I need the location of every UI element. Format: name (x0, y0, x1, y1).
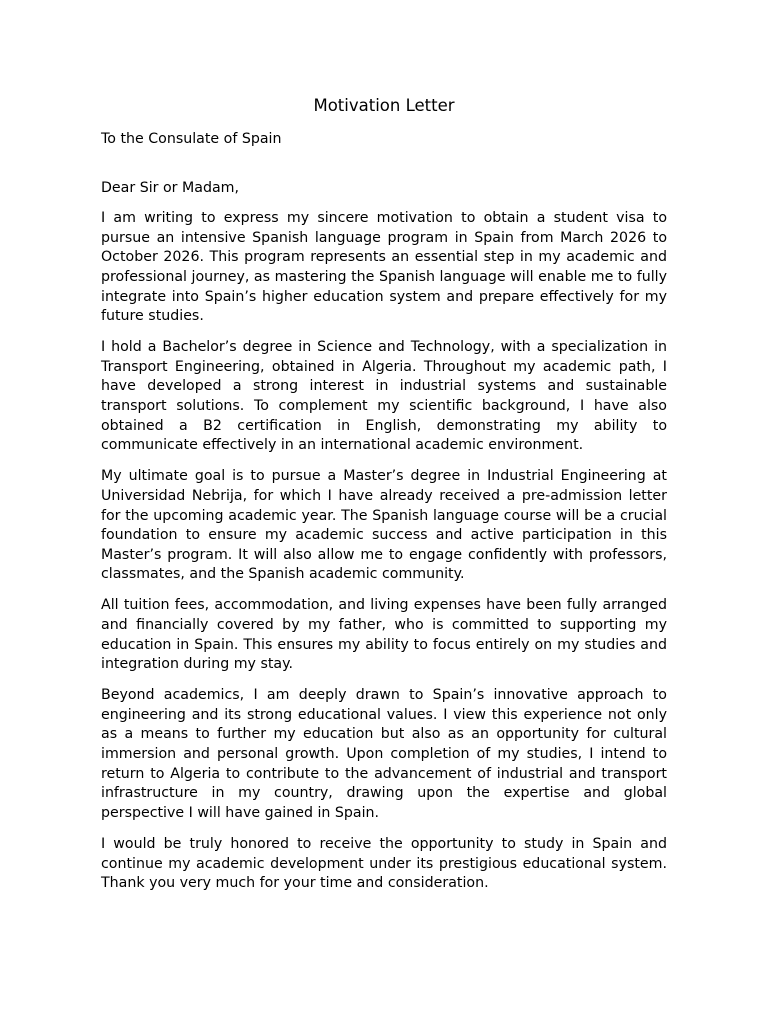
paragraph-6: I would be truly honored to receive the opportunity to study in Spain and continue my academic development under its prestigious educational system. Thank you very much for your time and consideration. (101, 835, 667, 892)
salutation: Dear Sir or Madam, (101, 179, 239, 196)
paragraph-2: I hold a Bachelor’s degree in Science and Technology, with a specialization in Transport Engineering, obtained in Algeria. Throughout my academic path, I have developed a strong interest in industrial systems and sustainable transport solutions. To complement my scientific background, I have also obtained a B2 certification in English, demonstrating my ability to communicate effectively in an international academic environment. (101, 339, 667, 454)
paragraph-4: All tuition fees, accommodation, and living expenses have been fully arranged and financially covered by my father, who is committed to supporting my education in Spain. This ensures my ability to focus entirely on my studies and integration during my stay. (101, 597, 667, 673)
paragraph-3: My ultimate goal is to pursue a Master’s degree in Industrial Engineering at Universidad Nebrija, for which I have already received a pre-admission letter for the upcoming academic year. The Spanish language course will be a crucial foundation to ensure my academic success and active participation in this Master’s program. It will also allow me to engage confidently with professors, classmates, and the Spanish academic community. (101, 468, 667, 583)
letter-title: Motivation Letter (313, 96, 455, 115)
recipient-line: To the Consulate of Spain (101, 131, 282, 147)
letter-body (101, 130, 667, 905)
paragraph-5: Beyond academics, I am deeply drawn to Spain’s innovative approach to engineering and its strong educational values. I view this experience not only as a means to further my education but also as an opportunity for cultural immersion and personal growth. Upon completion of my studies, I intend to return to Algeria to contribute to the advancement of industrial and transport infrastructure in my country, drawing upon the expertise and global perspective I will have gained in Spain. (101, 687, 667, 821)
paragraph-1: I am writing to express my sincere motivation to obtain a student visa to pursue an intensive Spanish language program in Spain from March 2026 to October 2026. This program represents an essential step in my academic and professional journey, as mastering the Spanish language will enable me to fully integrate into Spain’s higher education system and prepare effectively for my future studies. (101, 210, 667, 325)
